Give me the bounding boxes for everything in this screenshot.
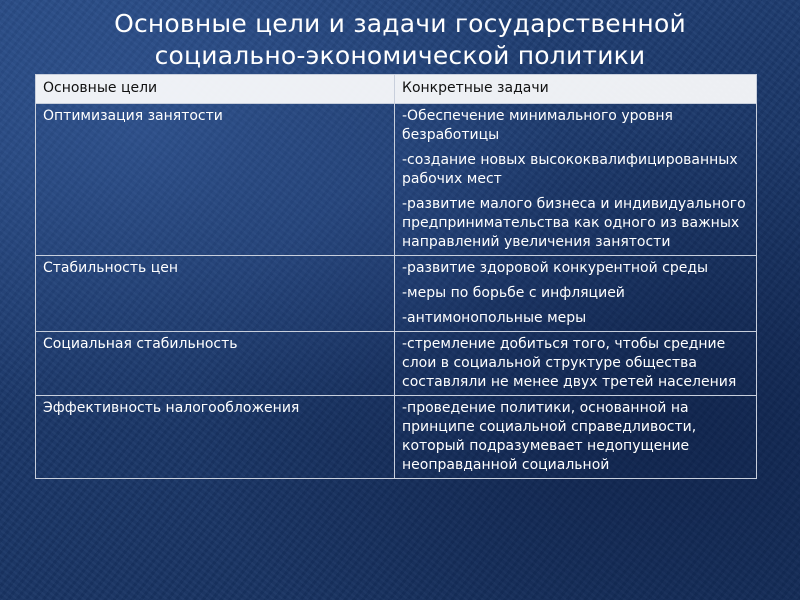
header-tasks: Конкретные задачи (395, 75, 757, 104)
slide-title-line-1: Основные цели и задачи государственной (114, 9, 686, 38)
tasks-cell (395, 396, 757, 479)
goal-cell: Эффективность налогообложения (36, 396, 395, 479)
goals-tasks-table (35, 74, 757, 479)
goal-cell: Оптимизация занятости (36, 104, 395, 256)
task-item: -стремление добиться того, чтобы средние слои в социальной структуре общества составляли не менее двух третей населения (402, 336, 737, 390)
header-goals: Основные цели (36, 75, 395, 104)
task-item: -меры по борьбе с инфляцией (402, 285, 625, 301)
task-item: -проведение политики, основанной на принципе социальной справедливости, который подразумевает недопущение неоправданной социальной (402, 400, 697, 473)
task-item: -развитие здоровой конкурентной среды (402, 260, 709, 276)
task-item: -Обеспечение минимального уровня безработицы (402, 108, 673, 143)
slide-title-line-2: социально-экономической политики (154, 41, 646, 70)
table-row (36, 332, 757, 396)
slide-title (0, 8, 800, 72)
tasks-cell (395, 104, 757, 256)
table-row (36, 396, 757, 479)
tasks-cell (395, 256, 757, 332)
task-item: -развитие малого бизнеса и индивидуального предпринимательства как одного из важных направлений увеличения занятости (402, 196, 746, 250)
table-row (36, 256, 757, 332)
table-row (36, 104, 757, 256)
tasks-cell (395, 332, 757, 396)
table-header-row (36, 75, 757, 104)
task-item: -антимонопольные меры (402, 310, 587, 326)
goal-cell: Социальная стабильность (36, 332, 395, 396)
task-item: -создание новых высококвалифицированных рабочих мест (402, 152, 738, 187)
goal-cell: Стабильность цен (36, 256, 395, 332)
